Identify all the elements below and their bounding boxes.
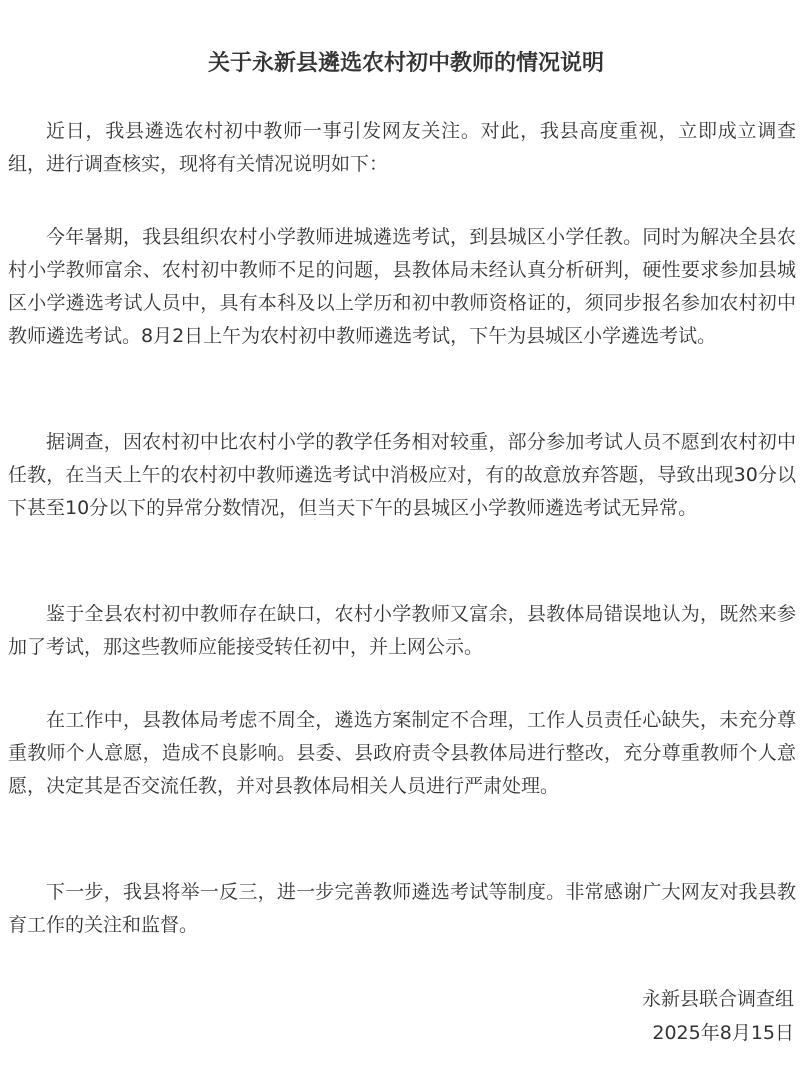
signature-organization: 永新县联合调查组 (641, 988, 794, 1010)
paragraph-background: 今年暑期，我县组织农村小学教师进城遴选考试，到县城区小学任教。同时为解决全县农村小学教师富余、农村初中教师不足的问题，县教体局未经认真分析研判，硬性要求参加县城区小学遴选考试人员中，具有本科及以上学历和初中教师资格证的，须同步报名参加农村初中教师遴选考试。8月2日上午为农村初中教师遴选考试，下午为县城区小学遴选考试。 (8, 226, 796, 347)
paragraph-intro: 近日，我县遴选农村初中教师一事引发网友关注。对此，我县高度重视，立即成立调查组，进行调查核实，现将有关情况说明如下： (8, 120, 796, 175)
paragraph-misjudgment: 鉴于全县农村初中教师存在缺口，农村小学教师又富余，县教体局错误地认为，既然来参加了考试，那这些教师应能接受转任初中，并上网公示。 (8, 603, 796, 658)
paragraph-rectification: 在工作中，县教体局考虑不周全，遴选方案制定不合理，工作人员责任心缺失，未充分尊重教师个人意愿，造成不良影响。县委、县政府责令县教体局进行整改，充分尊重教师个人意愿，决定其是否交流任教，并对县教体局相关人员进行严肃处理。 (8, 709, 796, 797)
paragraph-next-steps: 下一步，我县将举一反三，进一步完善教师遴选考试等制度。非常感谢广大网友对我县教育工作的关注和监督。 (8, 881, 796, 936)
paragraph-investigation: 据调查，因农村初中比农村小学的教学任务相对较重，部分参加考试人员不愿到农村初中任教，在当天上午的农村初中教师遴选考试中消极应对，有的故意放弃答题，导致出现30分以下甚至10分以下的异常分数情况，但当天下午的县城区小学教师遴选考试无异常。 (8, 431, 796, 519)
document-title: 关于永新县遴选农村初中教师的情况说明 (207, 51, 604, 76)
signature-date: 2025年8月15日 (652, 1022, 794, 1044)
